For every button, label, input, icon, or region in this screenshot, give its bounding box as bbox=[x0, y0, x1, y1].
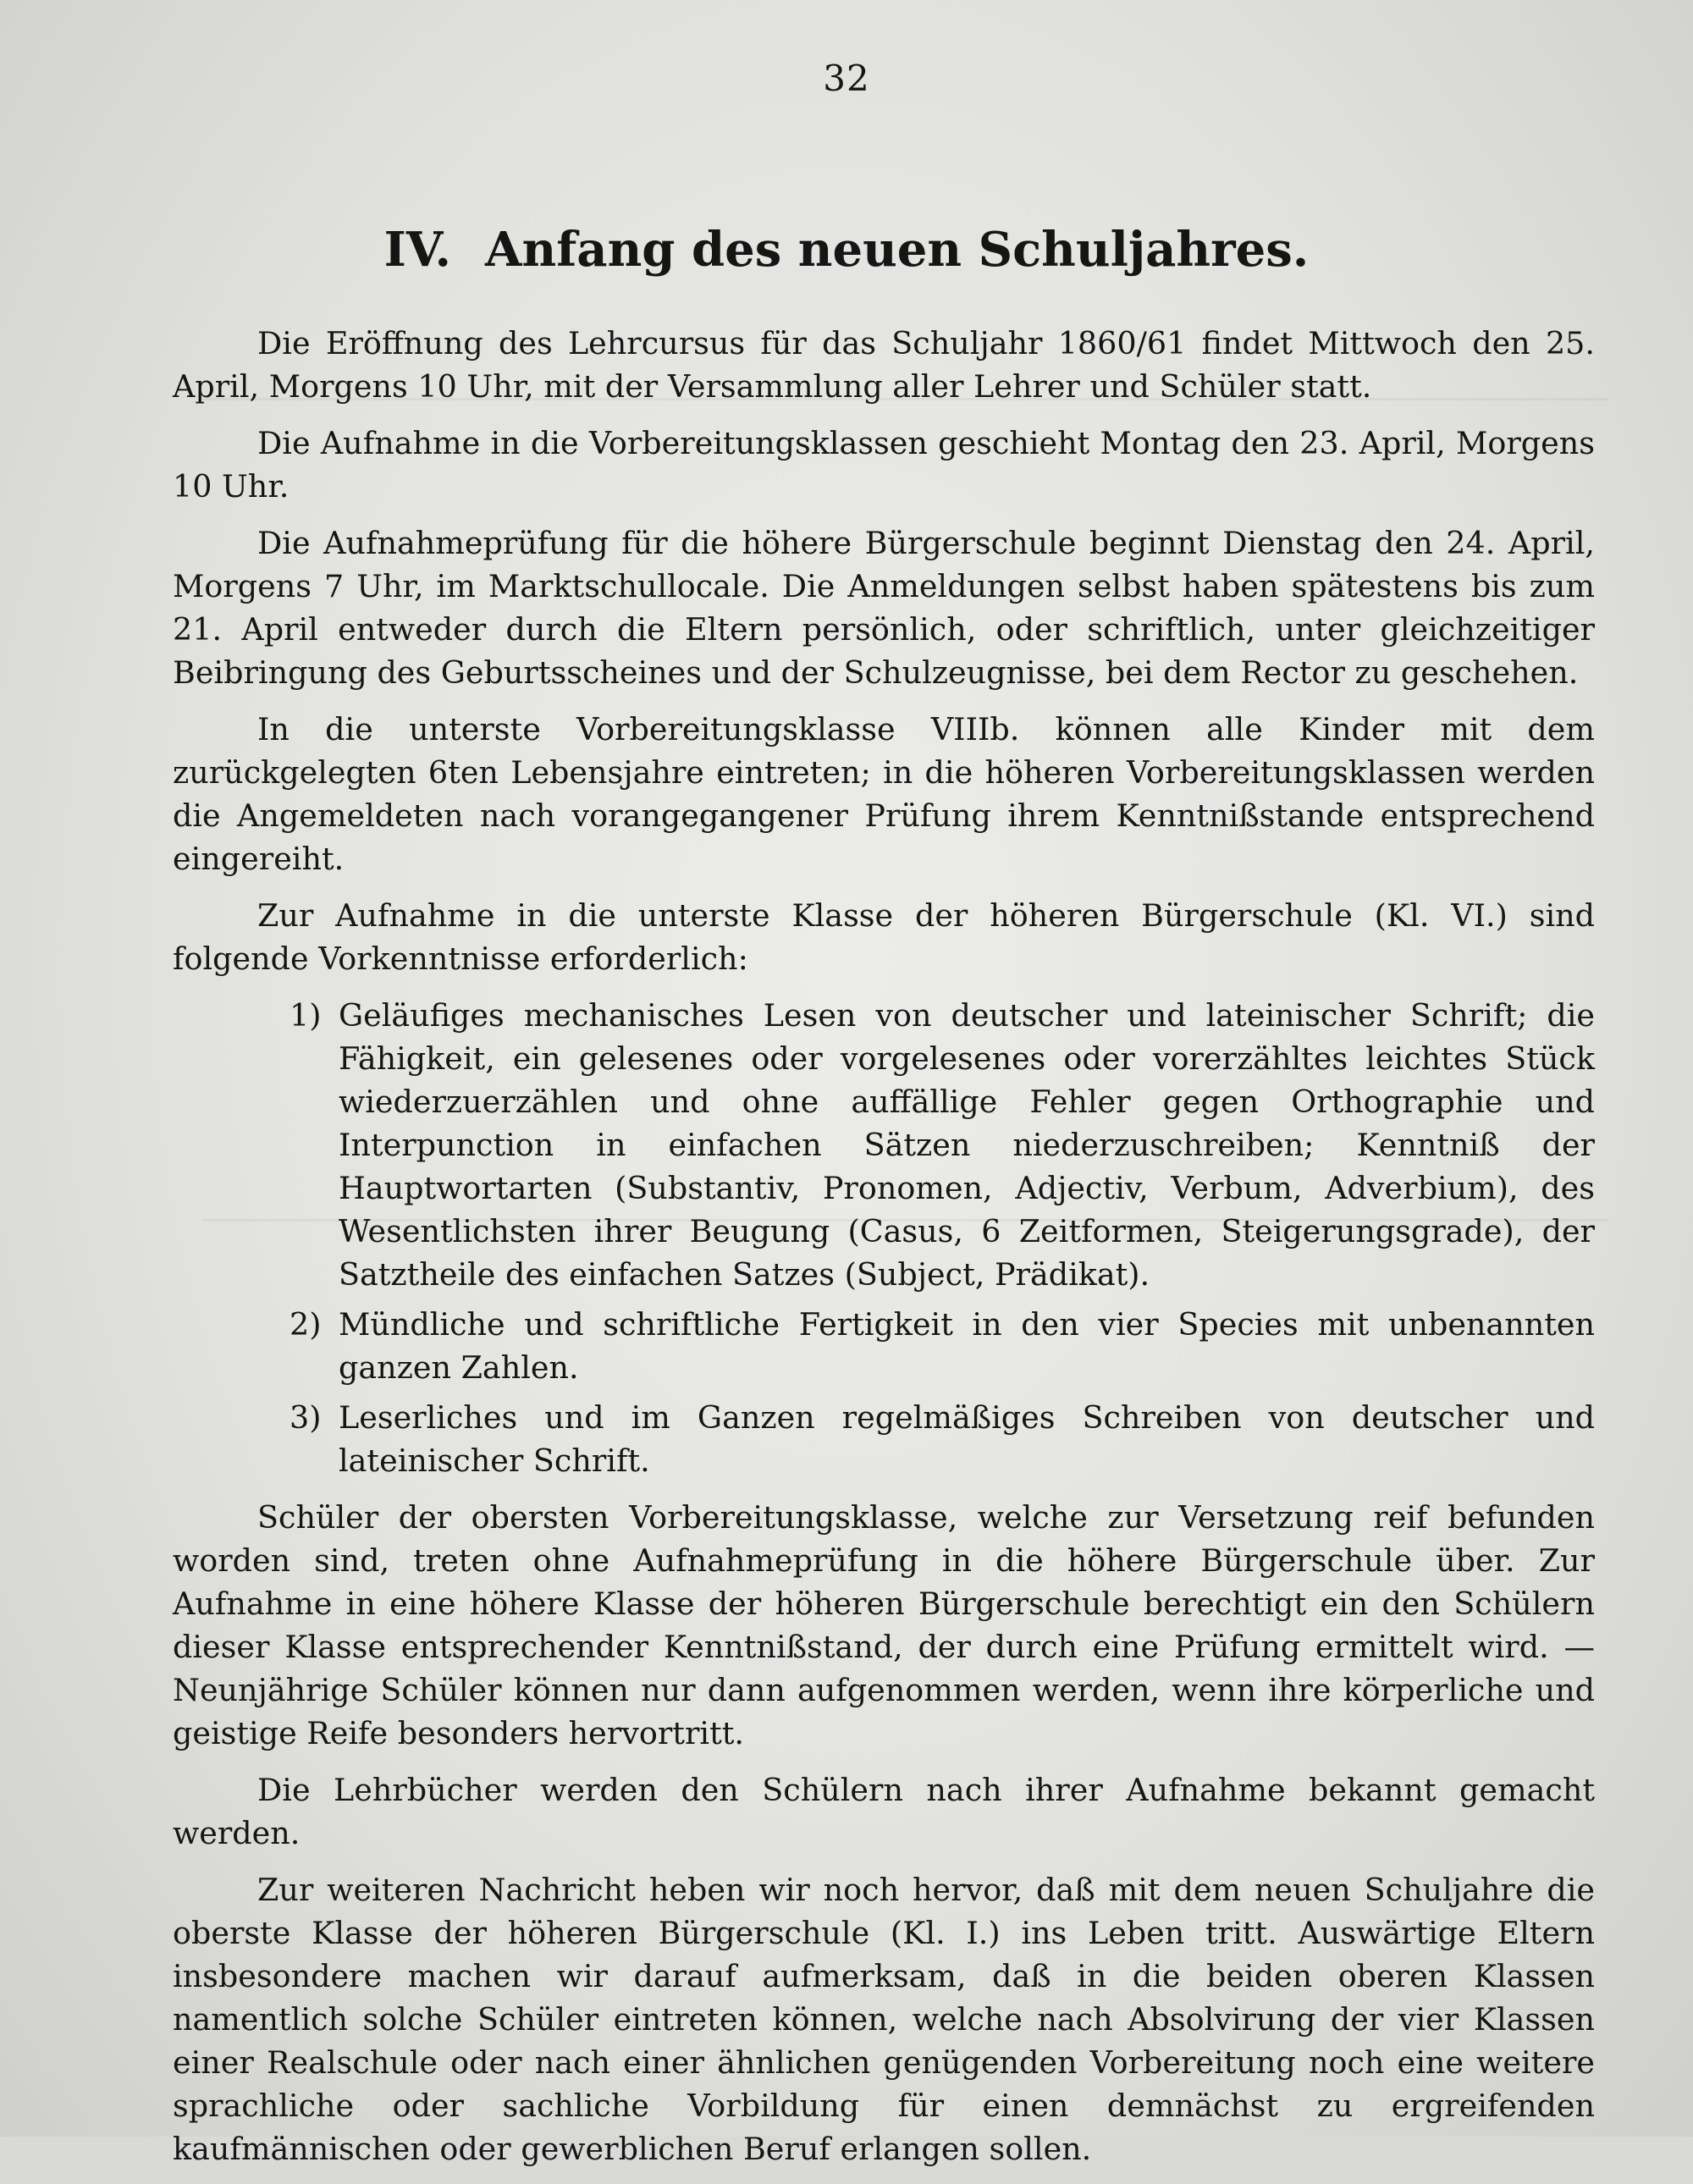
paragraph-preparatory-admission: Die Aufnahme in die Vorbereitungsklassen geschieht Montag den 23. April, Morgens 10 Uhr. bbox=[173, 425, 1595, 505]
section-numeral: IV. bbox=[383, 222, 452, 278]
paragraph-lowest-class: In die unterste Vorbereitungsklasse VIIIb. können alle Kinder mit dem zurückgelegten 6ten Lebensjahre eintreten; in die höheren Vorbereitungsklassen werden die Angemeldeten nach vorangegangener Prüfung ihrem Kenntnißstande entsprechend eingereiht. bbox=[173, 711, 1595, 877]
paragraph-top-class: Zur weiteren Nachricht heben wir noch hervor, daß mit dem neuen Schuljahre die oberste Klasse der höheren Bürgerschule (Kl. I.) ins Leben tritt. Auswärtige Eltern insbesondere machen wir darauf aufmerksam, daß in die beiden oberen Klassen namentlich solche Schüler eintreten können, welche nach Absolvirung der vier Klassen einer Realschule oder nach einer ähnlichen genügenden Vorbereitung noch eine weitere sprachliche oder sachliche Vorbildung für einen demnächst zu ergreifenden kaufmännischen oder gewerblichen Beruf erlangen sollen. bbox=[173, 1872, 1595, 2167]
list-item-number: 1) bbox=[290, 997, 322, 1034]
list-item bbox=[173, 994, 1595, 1296]
list-item bbox=[173, 1303, 1595, 1389]
page-number: 32 bbox=[823, 58, 870, 99]
body-text bbox=[173, 322, 1595, 2184]
paragraph-entrance-exam: Die Aufnahmeprüfung für die höhere Bürgerschule beginnt Dienstag den 24. April, Morgens 7 Uhr, im Marktschullocale. Die Anmeldungen selbst haben spätestens bis zum 21. April entweder durch die Eltern persönlich, oder schriftlich, unter gleichzeitiger Beibringung des Geburtsscheines und der Schulzeugnisse, bei dem Rector zu geschehen. bbox=[173, 525, 1595, 691]
list-item bbox=[173, 1396, 1595, 1482]
list-item-text: Geläufiges mechanisches Lesen von deutscher und lateinischer Schrift; die Fähigkeit, ein gelesenes oder vorgelesenes oder vorerzähltes leichtes Stück wiederzuerzählen und ohne auffällige Fehler gegen Orthographie und Interpunction in einfachen Sätzen niederzuschreiben; Kenntniß der Hauptwortarten (Substantiv, Pronomen, Adjectiv, Verbum, Adverbium), des Wesentlichsten ihrer Beugung (Casus, 6 Zeitformen, Steigerungsgrade), der Satztheile des einfachen Satzes (Subject, Prädikat). bbox=[339, 997, 1595, 1293]
paragraph-textbooks: Die Lehrbücher werden den Schülern nach ihrer Aufnahme bekannt gemacht werden. bbox=[173, 1772, 1595, 1851]
paragraph-opening-date: Die Eröffnung des Lehrcursus für das Schuljahr 1860/61 findet Mittwoch den 25. April, Morgens 10 Uhr, mit der Versammlung aller Lehrer und Schüler statt. bbox=[173, 325, 1595, 405]
list-item-text: Leserliches und im Ganzen regelmäßiges Schreiben von deutscher und lateinischer Schrift. bbox=[339, 1399, 1595, 1479]
list-item-number: 3) bbox=[290, 1399, 322, 1436]
requirements-list bbox=[173, 994, 1595, 1482]
list-item-text: Mündliche und schriftliche Fertigkeit in den vier Species mit unbenannten ganzen Zahlen. bbox=[339, 1306, 1595, 1386]
paragraph-requirements-intro: Zur Aufnahme in die unterste Klasse der höheren Bürgerschule (Kl. VI.) sind folgende Vorkenntnisse erforderlich: bbox=[173, 897, 1595, 977]
list-item-number: 2) bbox=[290, 1306, 322, 1343]
section-heading bbox=[0, 222, 1693, 278]
paragraph-promotion: Schüler der obersten Vorbereitungsklasse, welche zur Versetzung reif befunden worden sind, treten ohne Aufnahmeprüfung in die höhere Bürgerschule über. Zur Aufnahme in eine höhere Klasse der höheren Bürgerschule berechtigt ein den Schülern dieser Klasse entsprechender Kenntnißstand, der durch eine Prüfung ermittelt wird. — Neunjährige Schüler können nur dann aufgenommen werden, wenn ihre körperliche und geistige Reife besonders hervortritt. bbox=[173, 1499, 1595, 1751]
section-title: Anfang des neuen Schuljahres. bbox=[485, 222, 1310, 278]
